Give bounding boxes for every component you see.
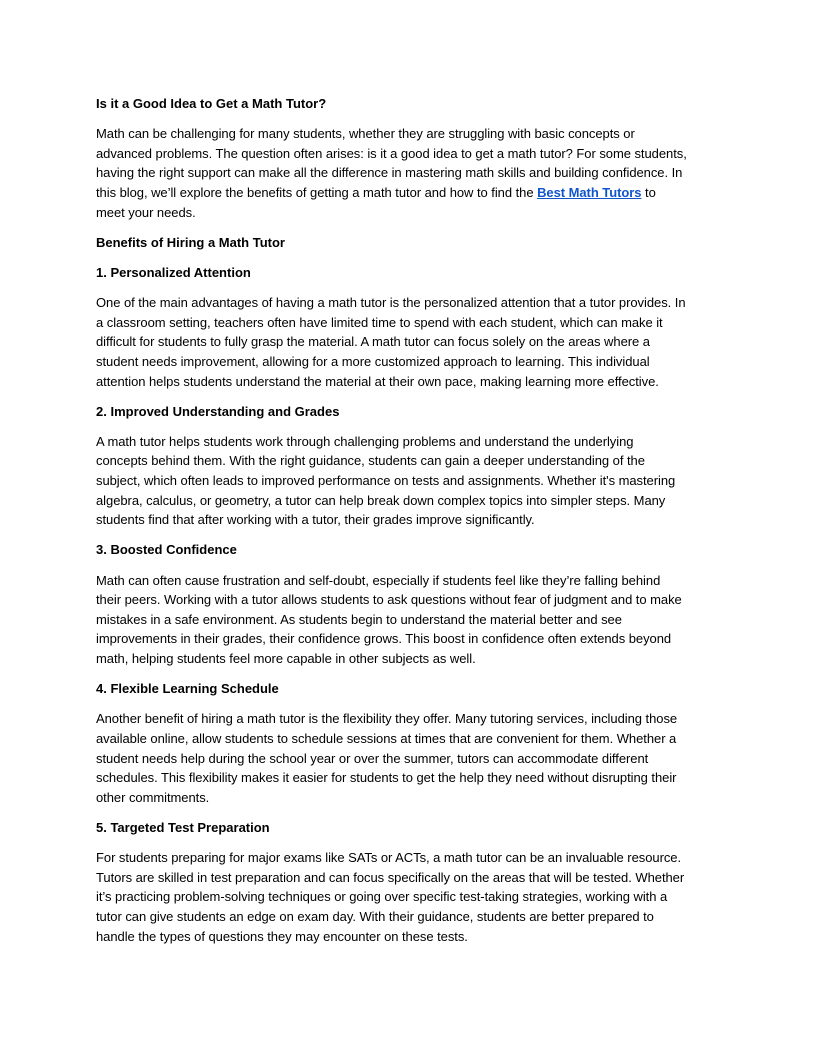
intro-paragraph: [96, 124, 720, 222]
paragraph-line: improvements in their grades, their confidence grows. This boost in confidence often extends beyond: [96, 631, 672, 647]
section-paragraph-test-preparation: [96, 848, 720, 946]
paragraph-line: concepts behind them. With the right guidance, students can gain a deeper understanding of the: [96, 453, 645, 469]
paragraph-line: student needs improvement, allowing for a more customized approach to learning. This individual: [96, 353, 650, 369]
section-paragraph-boosted-confidence: [96, 571, 720, 669]
section-heading-personalized-attention: 1. Personalized Attention: [96, 264, 251, 280]
paragraph-line: tutor can give students an edge on exam day. With their guidance, students are better prepared to: [96, 908, 654, 924]
paragraph-line: mistakes in a safe environment. As students begin to understand the material better and see: [96, 611, 622, 627]
paragraph-line: other commitments.: [96, 789, 210, 805]
paragraph-line: attention helps students understand the material at their own pace, making learning more effective.: [96, 373, 659, 389]
section-paragraph-personalized-attention: [96, 293, 720, 391]
paragraph-line: handle the types of questions they may encounter on these tests.: [96, 928, 468, 944]
intro-link-suffix: to: [641, 184, 656, 200]
section-heading-flexible-schedule: 4. Flexible Learning Schedule: [96, 681, 279, 697]
paragraph-line: Tutors are skilled in test preparation and can focus specifically on the areas that will be tested. Whether: [96, 869, 685, 885]
section-heading-test-preparation: 5. Targeted Test Preparation: [96, 819, 270, 835]
paragraph-line: subject, which often leads to improved performance on tests and assignments. Whether it's mastering: [96, 473, 676, 489]
paragraph-line: One of the main advantages of having a math tutor is the personalized attention that a tutor provides. In: [96, 295, 686, 311]
benefits-heading: Benefits of Hiring a Math Tutor: [96, 234, 285, 250]
section-heading-boosted-confidence: 3. Boosted Confidence: [96, 542, 237, 558]
intro-line: meet your needs.: [96, 204, 196, 220]
paragraph-line: Another benefit of hiring a math tutor is the flexibility they offer. Many tutoring services, including those: [96, 711, 678, 727]
paragraph-line: algebra, calculus, or geometry, a tutor can help break down complex topics into simpler steps. Many: [96, 492, 666, 508]
intro-line: advanced problems. The question often arises: is it a good idea to get a math tutor? For some students,: [96, 145, 687, 161]
paragraph-line: it’s practicing problem-solving techniques or going over specific test-taking strategies, working with a: [96, 889, 668, 905]
best-math-tutors-link[interactable]: Best Math Tutors: [537, 184, 642, 200]
paragraph-line: student needs help during the school year or over the summer, tutors can accommodate different: [96, 750, 649, 766]
intro-line: having the right support can make all the difference in mastering math skills and building confidence. In: [96, 165, 683, 181]
intro-link-prefix: this blog, we’ll explore the benefits of getting a math tutor and how to find the: [96, 184, 538, 200]
paragraph-line: a classroom setting, teachers often have limited time to spend with each student, which can make it: [96, 314, 663, 330]
paragraph-line: difficult for students to fully grasp the material. A math tutor can focus solely on the areas where a: [96, 334, 650, 350]
section-paragraph-improved-understanding: [96, 432, 720, 530]
document-title: Is it a Good Idea to Get a Math Tutor?: [96, 96, 327, 111]
paragraph-line: their peers. Working with a tutor allows students to ask questions without fear of judgment and to make: [96, 592, 682, 608]
paragraph-line: schedules. This flexibility makes it easier for students to get the help they need without disrupting their: [96, 770, 677, 786]
section-paragraph-flexible-schedule: [96, 709, 720, 807]
paragraph-line: A math tutor helps students work through challenging problems and understand the underlying: [96, 433, 634, 449]
paragraph-line: For students preparing for major exams like SATs or ACTs, a math tutor can be an invaluable resource.: [96, 850, 682, 866]
paragraph-line: Math can often cause frustration and self-doubt, especially if students feel like they’re falling behind: [96, 572, 661, 588]
intro-line-with-link: [96, 183, 720, 203]
paragraph-line: math, helping students feel more capable in other subjects as well.: [96, 651, 476, 666]
section-heading-improved-understanding: 2. Improved Understanding and Grades: [96, 403, 340, 419]
document-page: [96, 94, 720, 957]
paragraph-line: students find that after working with a tutor, their grades improve significantly.: [96, 512, 535, 528]
paragraph-line: available online, allow students to schedule sessions at times that are convenient for them. Whether a: [96, 730, 677, 746]
intro-line: Math can be challenging for many students, whether they are struggling with basic concepts or: [96, 126, 635, 142]
